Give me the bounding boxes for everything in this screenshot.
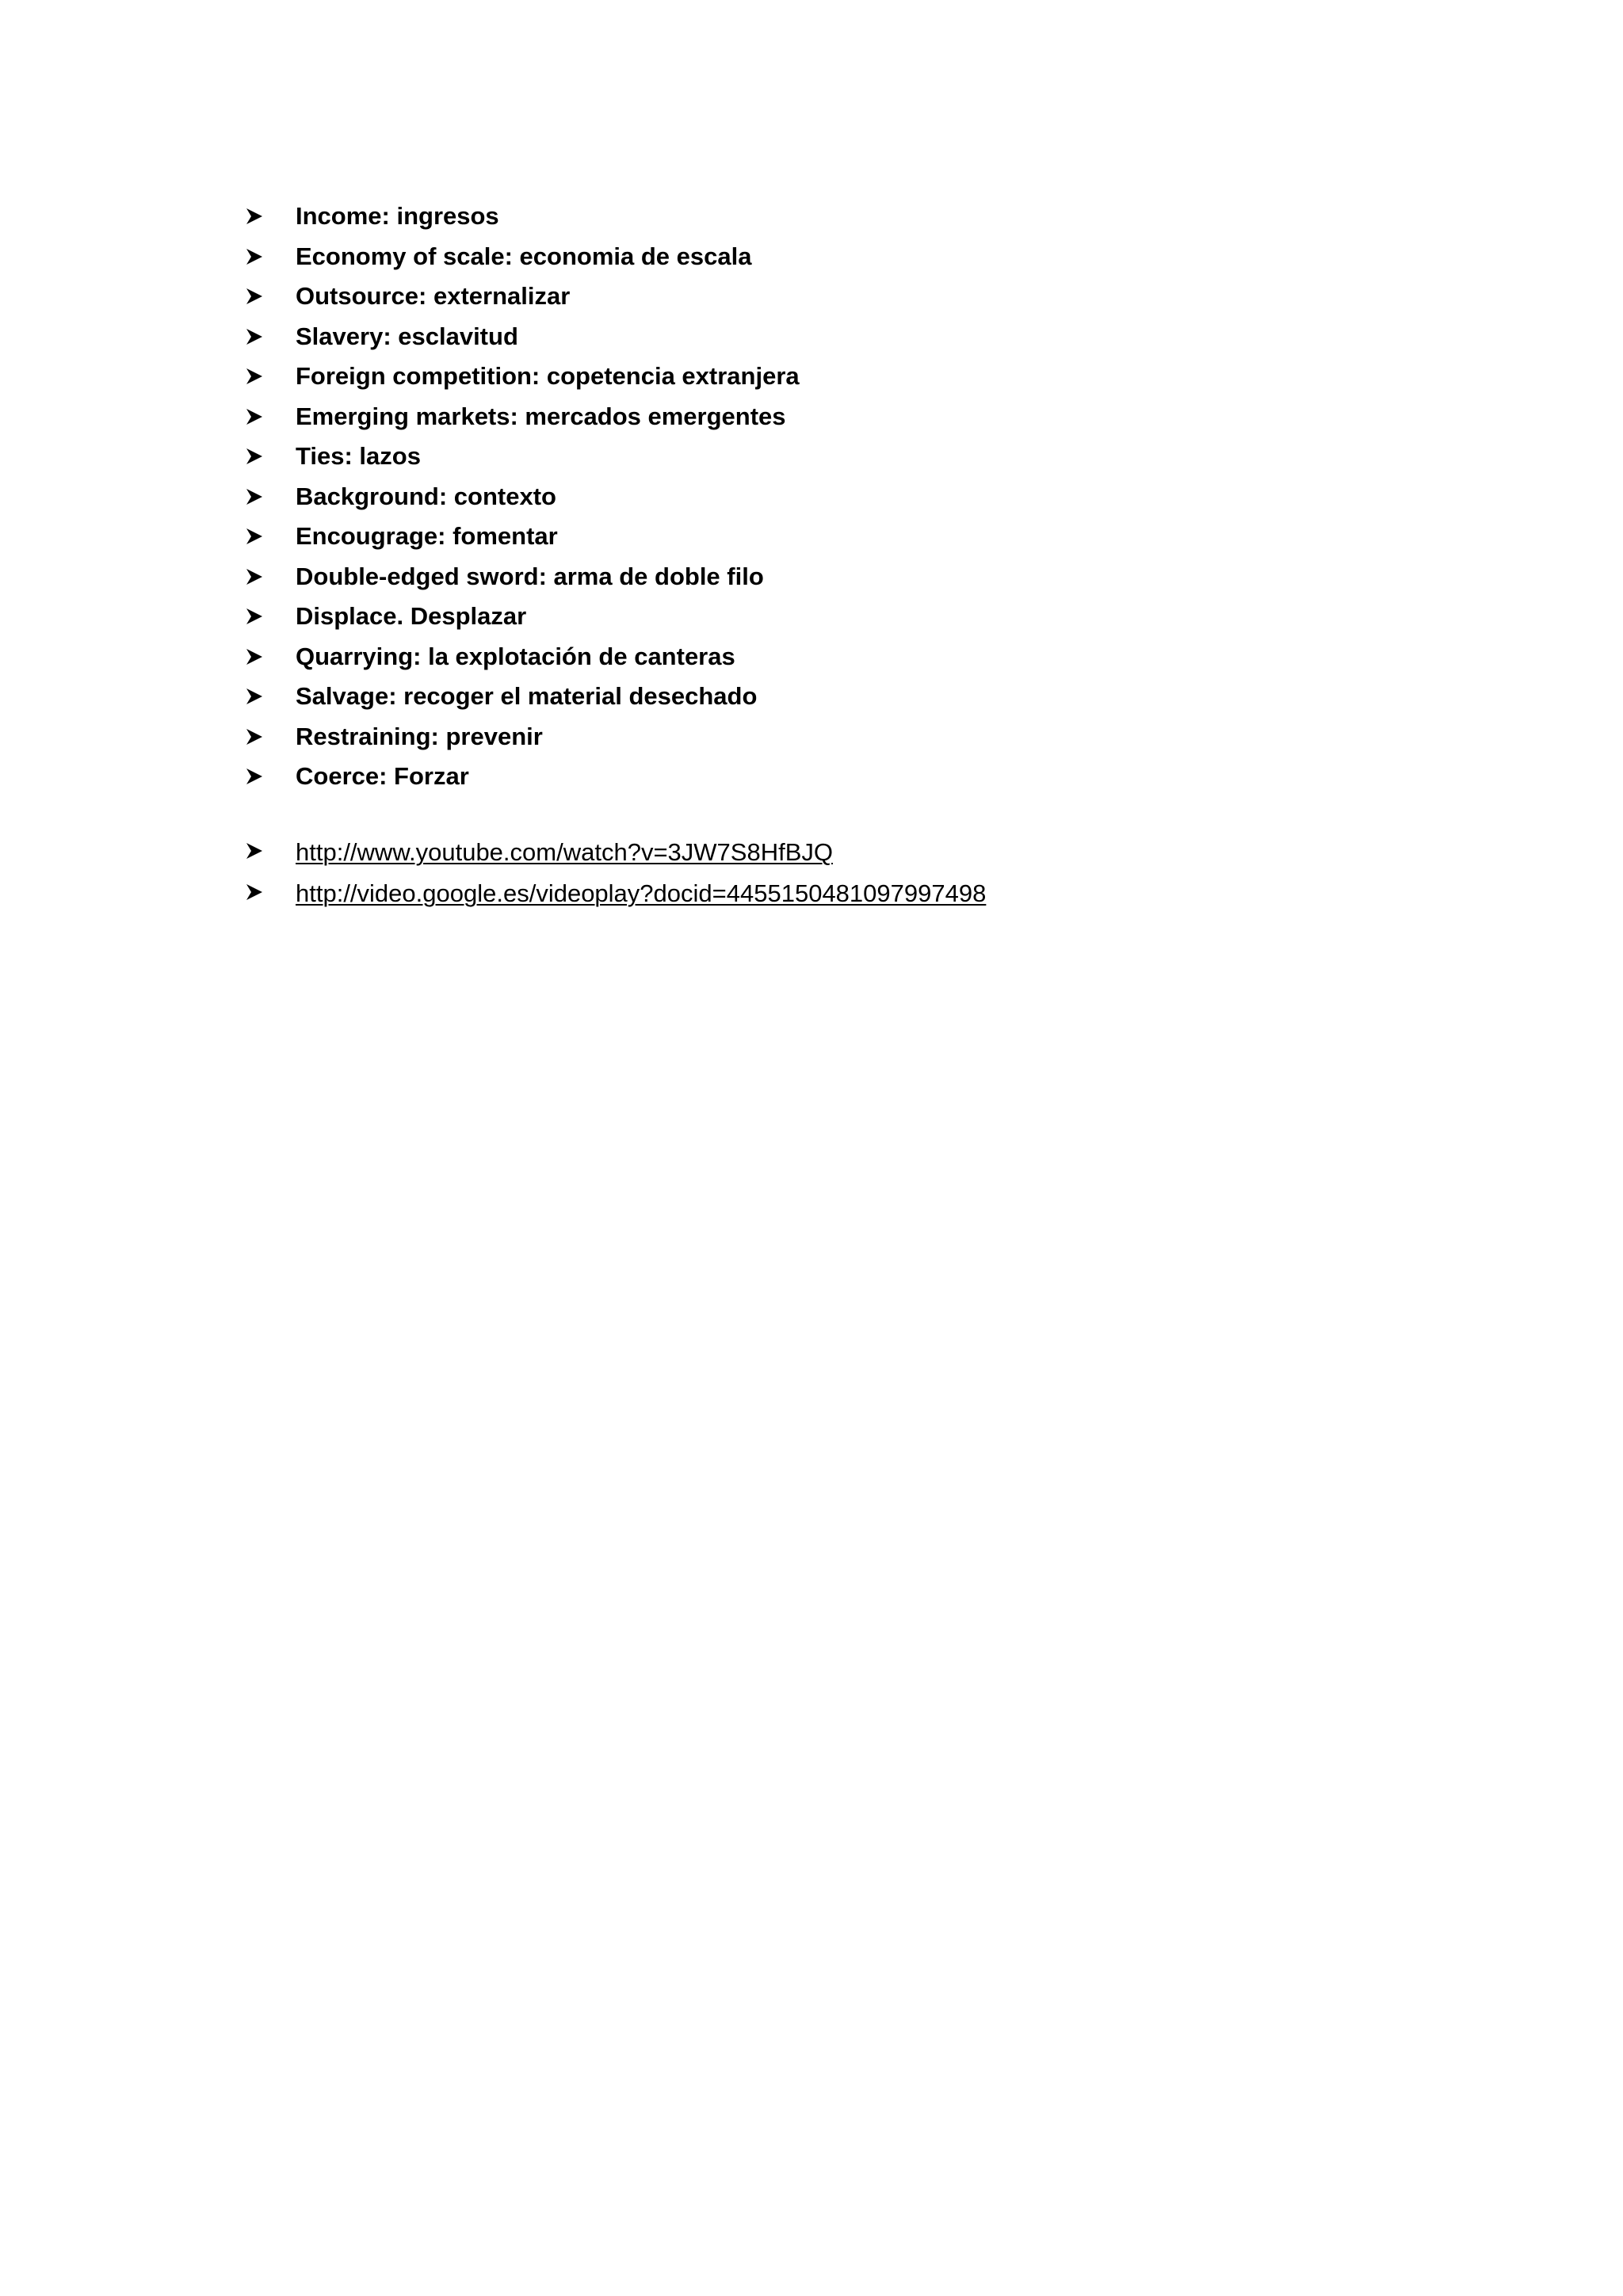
vocab-entry: Ties: lazos xyxy=(296,442,421,470)
youtube-link[interactable]: http://www.youtube.com/watch?v=3JW7S8HfBJQ xyxy=(296,838,833,866)
arrowhead-bullet-icon xyxy=(246,208,263,225)
vocab-entry: Income: ingresos xyxy=(296,202,499,230)
vocab-entry: Quarrying: la explotación de canteras xyxy=(296,642,735,670)
vocab-entry: Restraining: prevenir xyxy=(296,722,543,750)
list-item xyxy=(244,196,800,237)
list-item xyxy=(244,357,800,397)
vocab-entry: Slavery: esclavitud xyxy=(296,322,518,350)
vocab-entry: Double-edged sword: arma de doble filo xyxy=(296,562,764,590)
vocab-entry: Background: contexto xyxy=(296,482,556,510)
vocab-entry: Salvage: recoger el material desechado xyxy=(296,682,758,710)
arrowhead-bullet-icon xyxy=(246,488,263,505)
arrowhead-bullet-icon xyxy=(246,568,263,585)
google-video-link[interactable]: http://video.google.es/videoplay?docid=4455150481097997498 xyxy=(296,879,987,907)
list-item xyxy=(244,677,800,717)
list-item xyxy=(244,517,800,557)
arrowhead-bullet-icon xyxy=(246,688,263,705)
vocabulary-list xyxy=(244,196,800,797)
arrowhead-bullet-icon xyxy=(246,842,263,860)
vocab-entry: Coerce: Forzar xyxy=(296,762,469,790)
vocab-entry: Emerging markets: mercados emergentes xyxy=(296,402,786,430)
arrowhead-bullet-icon xyxy=(246,248,263,265)
list-item xyxy=(244,237,800,277)
list-item xyxy=(244,717,800,757)
vocab-entry: Encougrage: fomentar xyxy=(296,522,558,550)
list-item xyxy=(244,437,800,477)
list-item xyxy=(244,637,800,677)
arrowhead-bullet-icon xyxy=(246,728,263,746)
arrowhead-bullet-icon xyxy=(246,528,263,545)
vocab-entry: Displace. Desplazar xyxy=(296,602,527,630)
arrowhead-bullet-icon xyxy=(246,448,263,465)
arrowhead-bullet-icon xyxy=(246,648,263,666)
arrowhead-bullet-icon xyxy=(246,288,263,305)
list-item xyxy=(244,832,986,873)
vocab-entry: Economy of scale: economia de escala xyxy=(296,242,752,270)
arrowhead-bullet-icon xyxy=(246,368,263,385)
list-item xyxy=(244,597,800,637)
arrowhead-bullet-icon xyxy=(246,768,263,785)
arrowhead-bullet-icon xyxy=(246,883,263,901)
list-item xyxy=(244,277,800,317)
list-item xyxy=(244,317,800,357)
arrowhead-bullet-icon xyxy=(246,608,263,625)
list-item xyxy=(244,477,800,517)
arrowhead-bullet-icon xyxy=(246,328,263,345)
link-list xyxy=(244,832,986,914)
vocab-entry: Foreign competition: copetencia extranjera xyxy=(296,362,800,390)
arrowhead-bullet-icon xyxy=(246,408,263,425)
list-item xyxy=(244,397,800,437)
list-item xyxy=(244,557,800,597)
vocab-entry: Outsource: externalizar xyxy=(296,282,571,310)
list-item xyxy=(244,873,986,914)
list-item xyxy=(244,757,800,797)
